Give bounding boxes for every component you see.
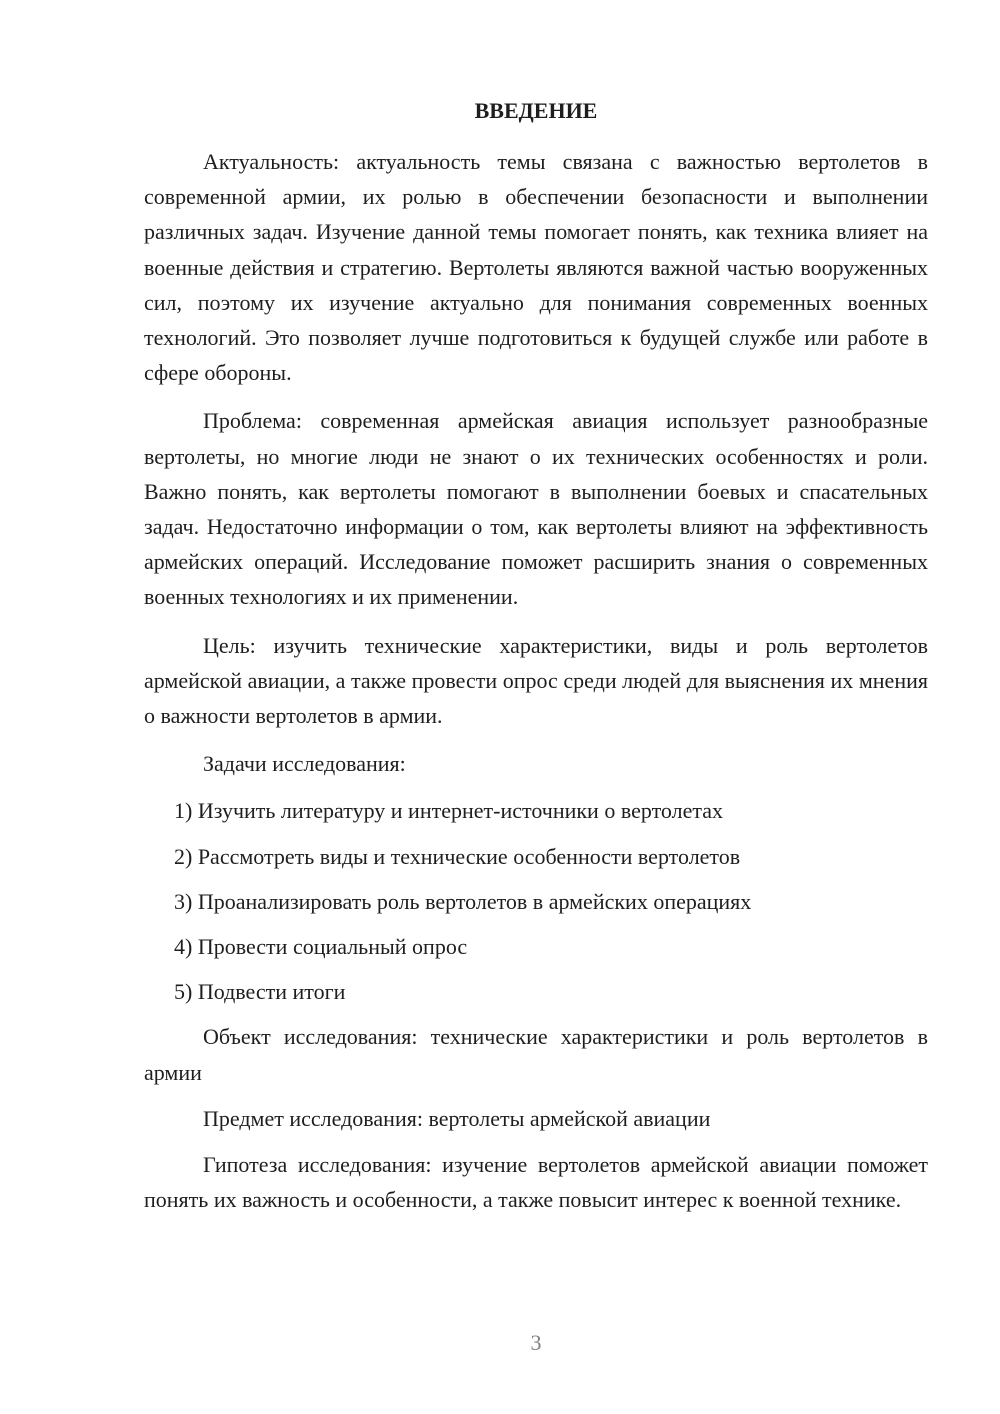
list-item: 1) Изучить литературу и интернет-источники о вертолетах xyxy=(174,798,723,824)
page-title: ВВЕДЕНИЕ xyxy=(474,98,598,123)
object-paragraph: Объект исследования: технические характеристики и роль вертолетов в армии xyxy=(144,1024,928,1085)
relevance-paragraph: Актуальность: актуальность темы связана с важностью вертолетов в современной армии, их ролью в обеспечении безопасности и выполнении различных задач. Изучение данной темы помогает понять, как техника влияет на военные действия и стратегию. Вертолеты являются важной частью вооруженных сил, поэтому их изучение актуально для понимания современных военных технологий. Это позволяет лучше подготовиться к будущей службе или работе в сфере обороны. xyxy=(144,149,928,386)
tasks-list xyxy=(144,793,928,1009)
list-item: 4) Провести социальный опрос xyxy=(174,934,468,960)
hypothesis-paragraph: Гипотеза исследования: изучение вертолетов армейской авиации поможет понять их важность и особенности, а также повысит интерес к военной технике. xyxy=(144,1152,928,1213)
document-page xyxy=(144,92,928,1230)
list-item: 2) Рассмотреть виды и технические особенности вертолетов xyxy=(174,843,741,869)
tasks-heading: Задачи исследования: xyxy=(203,751,406,777)
problem-paragraph: Проблема: современная армейская авиация использует разнообразные вертолеты, но многие люди не знают о их технических особенностях и роли. Важно понять, как вертолеты помогают в выполнении боевых и спасательных задач. Недостаточно информации о том, как вертолеты влияют на эффективность армейских операций. Исследование поможет расширить знания о современных военных технологиях и их применении. xyxy=(144,408,928,610)
page-number: 3 xyxy=(530,1330,542,1355)
list-item: 3) Проанализировать роль вертолетов в армейских операциях xyxy=(174,888,752,914)
list-item: 5) Подвести итоги xyxy=(174,979,346,1005)
goal-paragraph: Цель: изучить технические характеристики, виды и роль вертолетов армейской авиации, а также провести опрос среди людей для выяснения их мнения о важности вертолетов в армии. xyxy=(144,632,928,729)
subject-paragraph: Предмет исследования: вертолеты армейской авиации xyxy=(203,1105,711,1131)
